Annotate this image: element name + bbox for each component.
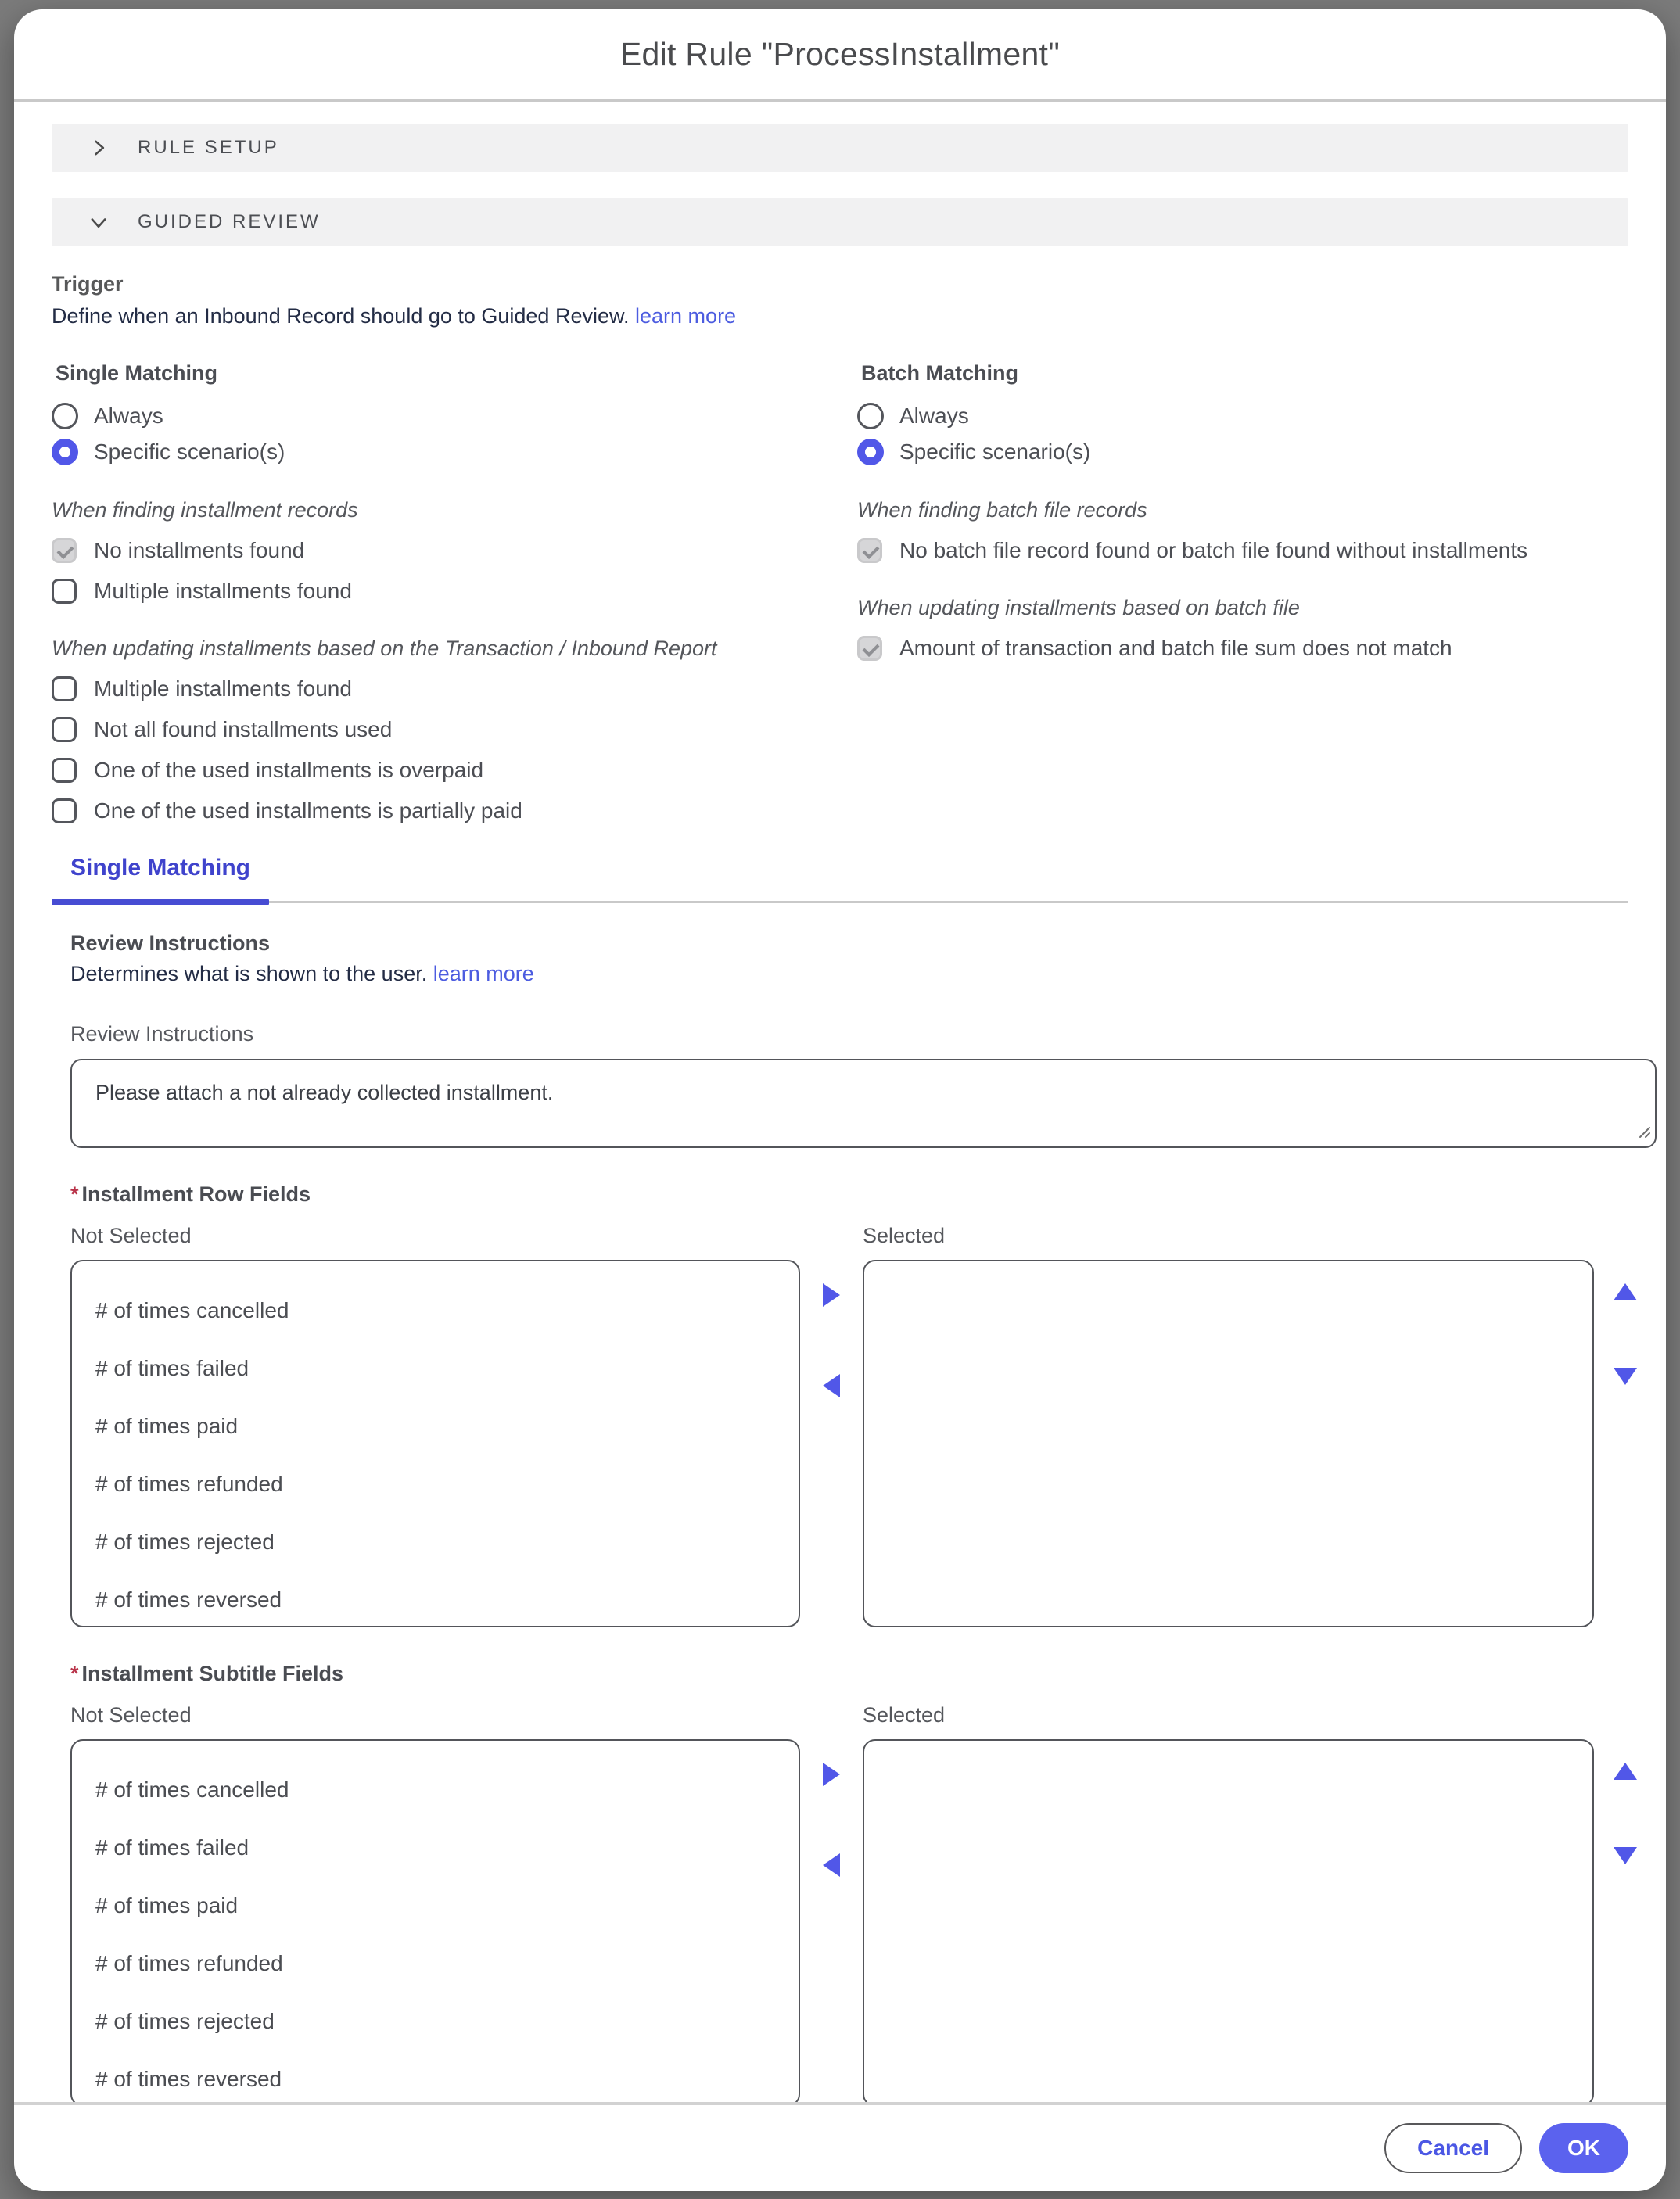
radio-label: Specific scenario(s) — [94, 439, 285, 464]
group-updating-installments-batch-file — [857, 596, 1628, 661]
trigger-description — [52, 304, 1628, 328]
list-item[interactable]: # of times reversed — [95, 1587, 282, 1612]
selected-label: Selected — [863, 1703, 946, 1727]
trigger-heading: Trigger — [52, 272, 124, 296]
list-item[interactable]: # of times rejected — [95, 2009, 275, 2033]
cancel-button[interactable]: Cancel — [1384, 2123, 1522, 2173]
review-instructions-input[interactable] — [70, 1059, 1657, 1148]
single-matching-panel — [52, 903, 1628, 2102]
dialog-footer — [14, 2102, 1666, 2191]
section-guided-review[interactable] — [52, 198, 1628, 246]
move-right-icon[interactable] — [823, 1763, 840, 1786]
checkbox-label: One of the used installments is partially paid — [94, 798, 522, 823]
checkbox-icon — [52, 798, 77, 823]
tab-single-matching[interactable]: Single Matching — [52, 855, 269, 901]
group-heading: When finding installment records — [52, 498, 358, 522]
move-up-icon[interactable] — [1614, 1283, 1637, 1300]
checkbox-label: One of the used installments is overpaid — [94, 758, 484, 782]
checkbox-installment-overpaid[interactable] — [52, 758, 857, 783]
batch-matching-column — [857, 361, 1628, 823]
dual-list-title-text: Installment Row Fields — [81, 1182, 311, 1206]
single-matching-heading: Single Matching — [56, 361, 218, 385]
move-down-icon[interactable] — [1614, 1368, 1637, 1385]
order-arrows — [1594, 1703, 1657, 2102]
matching-columns — [52, 361, 1628, 823]
checkbox-multiple-installments-found-update[interactable] — [52, 676, 857, 701]
list-item[interactable]: # of times failed — [95, 1356, 249, 1380]
order-arrows — [1594, 1224, 1657, 1627]
checkbox-icon — [52, 717, 77, 742]
move-arrows — [800, 1224, 863, 1627]
dialog-header — [14, 9, 1666, 102]
list-item[interactable]: # of times cancelled — [95, 1298, 289, 1322]
single-matching-column — [52, 361, 857, 823]
radio-icon — [857, 439, 884, 465]
checkbox-installment-partially-paid[interactable] — [52, 798, 857, 823]
checkbox-icon — [52, 676, 77, 701]
checkbox-label: Multiple installments found — [94, 579, 352, 603]
review-instructions-description-text: Determines what is shown to the user. — [70, 962, 428, 985]
list-item[interactable]: # of times reversed — [95, 2067, 282, 2091]
review-instructions-heading: Review Instructions — [70, 931, 271, 955]
checkbox-not-all-found-installments-used[interactable] — [52, 717, 857, 742]
required-asterisk: * — [70, 1182, 79, 1206]
move-left-icon[interactable] — [823, 1853, 840, 1877]
review-instructions-learn-more-link[interactable]: learn more — [433, 962, 534, 985]
checkbox-no-installments-found — [52, 538, 857, 563]
ok-button[interactable]: OK — [1539, 2123, 1628, 2173]
section-rule-setup-label: RULE SETUP — [138, 137, 279, 158]
checkbox-amount-sum-does-not-match — [857, 636, 1628, 661]
selected-column — [863, 1703, 1594, 2102]
list-item[interactable]: # of times failed — [95, 1835, 249, 1860]
list-item[interactable]: # of times cancelled — [95, 1777, 289, 1802]
edit-rule-dialog — [14, 9, 1666, 2191]
dual-list-title-text: Installment Subtitle Fields — [81, 1662, 344, 1685]
not-selected-listbox[interactable] — [70, 1260, 800, 1627]
radio-icon — [52, 439, 78, 465]
batch-matching-heading: Batch Matching — [861, 361, 1019, 385]
single-radio-always[interactable] — [52, 403, 857, 429]
selected-listbox[interactable] — [863, 1739, 1594, 2102]
batch-radio-always[interactable] — [857, 403, 1628, 429]
checkbox-label: No installments found — [94, 538, 305, 562]
radio-icon — [857, 403, 884, 429]
section-guided-review-label: GUIDED REVIEW — [138, 211, 321, 232]
group-finding-batch-file-records — [857, 498, 1628, 563]
chevron-right-icon — [88, 137, 109, 159]
batch-radio-specific-scenarios[interactable] — [857, 439, 1628, 465]
checkbox-icon — [52, 538, 77, 563]
checkbox-no-batch-file-record-found — [857, 538, 1628, 563]
move-up-icon[interactable] — [1614, 1763, 1637, 1780]
move-arrows — [800, 1703, 863, 2102]
not-selected-column — [70, 1224, 800, 1627]
installment-subtitle-fields-title — [70, 1662, 1628, 1686]
dialog-body — [14, 102, 1666, 2102]
checkbox-label: Not all found installments used — [94, 717, 393, 741]
checkbox-label: No batch file record found or batch file found without installments — [899, 538, 1528, 562]
page-title: Edit Rule "ProcessInstallment" — [619, 35, 1061, 72]
checkbox-label: Multiple installments found — [94, 676, 352, 701]
radio-label: Always — [899, 404, 969, 428]
not-selected-label: Not Selected — [70, 1703, 192, 1727]
checkbox-icon — [52, 579, 77, 604]
installment-row-fields-title — [70, 1182, 1628, 1207]
checkbox-icon — [857, 538, 882, 563]
section-rule-setup[interactable] — [52, 124, 1628, 172]
checkbox-icon — [52, 758, 77, 783]
list-item[interactable]: # of times rejected — [95, 1530, 275, 1554]
selected-label: Selected — [863, 1224, 946, 1247]
list-item[interactable]: # of times paid — [95, 1893, 239, 1917]
radio-label: Always — [94, 404, 163, 428]
required-asterisk: * — [70, 1662, 79, 1685]
single-radio-specific-scenarios[interactable] — [52, 439, 857, 465]
review-instructions-description — [70, 962, 1628, 986]
move-right-icon[interactable] — [823, 1283, 840, 1307]
trigger-description-text: Define when an Inbound Record should go to Guided Review. — [52, 304, 630, 328]
chevron-down-icon — [88, 211, 109, 233]
installment-row-fields-picker — [70, 1224, 1628, 1627]
checkbox-label: Amount of transaction and batch file sum does not match — [899, 636, 1452, 660]
selected-column — [863, 1224, 1594, 1627]
list-item[interactable]: # of times refunded — [95, 1951, 283, 1975]
move-left-icon[interactable] — [823, 1374, 840, 1397]
not-selected-label: Not Selected — [70, 1224, 192, 1247]
checkbox-multiple-installments-found[interactable] — [52, 579, 857, 604]
move-down-icon[interactable] — [1614, 1847, 1637, 1864]
not-selected-listbox[interactable] — [70, 1739, 800, 2102]
group-heading: When finding batch file records — [857, 498, 1147, 522]
radio-icon — [52, 403, 78, 429]
not-selected-column — [70, 1703, 800, 2102]
checkbox-icon — [857, 636, 882, 661]
group-finding-installment-records — [52, 498, 857, 604]
list-item[interactable]: # of times refunded — [95, 1472, 283, 1496]
installment-subtitle-fields-picker — [70, 1703, 1628, 2102]
group-heading: When updating installments based on batch file — [857, 596, 1300, 619]
review-instructions-field-wrap — [70, 1059, 1657, 1148]
list-item[interactable]: # of times paid — [95, 1414, 239, 1438]
group-heading: When updating installments based on the Transaction / Inbound Report — [52, 637, 717, 660]
trigger-learn-more-link[interactable]: learn more — [635, 304, 737, 328]
selected-listbox[interactable] — [863, 1260, 1594, 1627]
group-updating-installments-transaction — [52, 637, 857, 823]
review-instructions-field-label: Review Instructions — [70, 1022, 254, 1046]
tab-bar — [52, 855, 1628, 903]
radio-label: Specific scenario(s) — [899, 439, 1091, 464]
